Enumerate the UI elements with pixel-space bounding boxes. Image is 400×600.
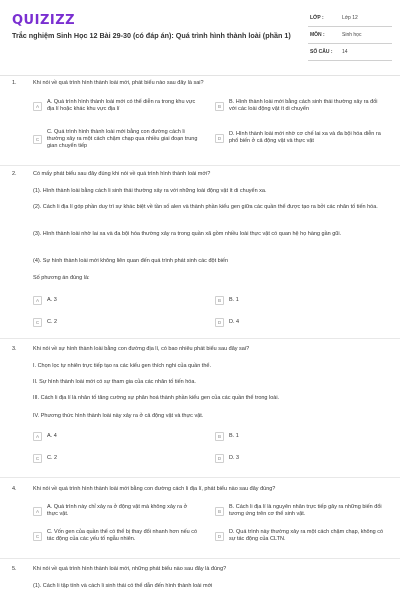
statement: IV. Phương thức hình thành loài này xảy ra ở cả động vật và thực vật.	[33, 413, 204, 419]
document-header	[0, 0, 400, 70]
option-d[interactable]	[215, 454, 239, 463]
meta-row-subject	[308, 27, 392, 44]
meta-value: Sinh học	[342, 32, 362, 38]
meta-label: LỚP :	[310, 15, 324, 21]
option-text: A. Quá trình hình thành loài mới có thể diễn ra trong khu vực địa lí hoặc khác khu vực địa lí	[47, 99, 196, 112]
meta-table	[308, 10, 392, 61]
question-divider	[0, 165, 400, 166]
option-c[interactable]	[33, 454, 57, 463]
option-letter: B	[215, 507, 224, 516]
question-number: 1.	[12, 80, 17, 86]
option-text: C. 2	[47, 319, 58, 325]
statement: (1). Hình thành loài bằng cách li sinh thái thường xảy ra với những loài động vật ít di chuyển xa.	[33, 188, 267, 194]
option-letter: A	[33, 296, 42, 305]
statement: (3). Hình thành loài nhờ lai xa và đa bội hóa thường xảy ra trong quần xã gồm nhiều loài thực vật có quan hệ họ hàng gần gũi.	[33, 231, 342, 237]
option-text: D. Quá trình này thường xảy ra một cách chậm chạp, không có sự tác động của CLTN.	[229, 529, 384, 542]
option-c[interactable]	[33, 129, 198, 150]
option-d[interactable]	[215, 529, 385, 543]
option-text: D. 3	[229, 455, 240, 461]
meta-value: Lớp 12	[342, 15, 358, 21]
option-b[interactable]	[215, 432, 239, 441]
meta-value: 14	[342, 49, 348, 55]
question-text: Có mấy phát biểu sau đây đúng khi nói về quá trình hình thành loài mới?	[33, 171, 211, 177]
question-number: 4.	[12, 486, 17, 492]
option-text: D. Hình thành loài mới nhờ cơ chế lai xa và đa bội hóa diễn ra phổ biến ở cả động vật và thực vật	[229, 131, 381, 144]
question-text: Khi nói về quá trình hình thành loài mới bằng con đường cách li địa lí, phát biểu nào sau đây đúng?	[33, 486, 276, 492]
question-number: 2.	[12, 171, 17, 177]
option-a[interactable]	[33, 296, 57, 305]
question-number: 3.	[12, 346, 17, 352]
option-text: A. 3	[47, 297, 57, 303]
option-b[interactable]	[215, 296, 239, 305]
statement: II. Sự hình thành loài mới có sự tham gia của các nhân tố tiến hóa.	[33, 379, 196, 385]
option-letter: D	[215, 134, 224, 143]
option-letter: A	[33, 507, 42, 516]
option-text: B. 1	[229, 433, 239, 439]
option-c[interactable]	[33, 529, 198, 543]
option-letter: A	[33, 102, 42, 111]
option-a[interactable]	[33, 432, 57, 441]
option-text: C. 2	[47, 455, 58, 461]
option-a[interactable]	[33, 504, 198, 518]
option-c[interactable]	[33, 318, 57, 327]
question-text: Khi nói về sự hình thành loài bằng con đường địa lí, có bao nhiêu phát biểu sau đây sai?	[33, 346, 250, 352]
option-d[interactable]	[215, 318, 239, 327]
option-d[interactable]	[215, 131, 385, 145]
option-text: C. Vốn gen của quần thể có thể bị thay đổi nhanh hơn nếu có tác động của các yếu tố ngẫu nhiên.	[47, 529, 198, 542]
meta-label: SỐ CÂU :	[310, 49, 333, 55]
question-3	[12, 346, 388, 476]
option-text: B. 1	[229, 297, 239, 303]
question-1	[12, 80, 388, 165]
header-divider	[0, 75, 400, 76]
statement: Số phương án đúng là:	[33, 275, 90, 281]
option-letter: D	[215, 318, 224, 327]
meta-row-class	[308, 10, 392, 27]
meta-row-count	[308, 44, 392, 61]
meta-label: MÔN :	[310, 32, 325, 38]
option-text: D. 4	[229, 319, 240, 325]
option-text: A. Quá trình này chỉ xảy ra ở động vật mà không xảy ra ở thực vật.	[47, 504, 188, 517]
option-letter: C	[33, 454, 42, 463]
option-b[interactable]	[215, 99, 385, 113]
question-4	[12, 486, 388, 556]
question-text: Khi nói về quá trình hình thành loài mới, những phát biểu nào sau đây là đúng?	[33, 566, 227, 572]
option-text: C. Quá trình hình thành loài mới bằng con đường cách li thường xảy ra một cách chậm chạp qua nhiều giai đoạn trung gian chuyển tiếp	[47, 129, 198, 149]
document-title: Trắc nghiệm Sinh Học 12 Bài 29-30 (có đáp án): Quá trình hình thành loài (phần 1)	[12, 31, 291, 40]
option-letter: B	[215, 102, 224, 111]
option-letter: D	[215, 454, 224, 463]
question-divider	[0, 338, 400, 339]
statement: (2). Cách li địa lí góp phần duy trì sự khác biệt về tần số alen và thành phần kiểu gen giữa các quần thể được tạo ra bởi các nhân tố tiến hóa.	[33, 204, 378, 210]
option-letter: A	[33, 432, 42, 441]
option-b[interactable]	[215, 504, 385, 518]
statement: (1). Cách li tập tính và cách li sinh thái có thể dẫn đến hình thành loài mới	[33, 583, 213, 589]
option-text: B. Hình thành loài mới bằng cách sinh thái thường xảy ra đối với các loài động vật ít di chuyển	[229, 99, 378, 112]
question-divider	[0, 477, 400, 478]
question-2	[12, 171, 388, 336]
statement: III. Cách li địa lí là nhân tố tăng cường sự phân hoá thành phần kiểu gen của các quần thể trong loài.	[33, 395, 280, 401]
option-letter: D	[215, 532, 224, 541]
option-letter: C	[33, 135, 42, 144]
option-a[interactable]	[33, 99, 198, 113]
option-letter: C	[33, 532, 42, 541]
question-divider	[0, 558, 400, 559]
statement: (4). Sự hình thành loài mới không liên quan đến quá trình phát sinh các đột biến	[33, 258, 229, 264]
question-text: Khi nói về quá trình hình thành loài mới, phát biểu nào sau đây là sai?	[33, 80, 204, 86]
quizizz-logo: QUIZIZZ	[12, 13, 76, 28]
option-text: B. Cách li địa lí là nguyên nhân trực tiếp gây ra những biến đổi tương ứng trên cơ thể sinh vật.	[229, 504, 382, 517]
option-letter: B	[215, 296, 224, 305]
question-number: 5.	[12, 566, 17, 572]
option-text: A. 4	[47, 433, 57, 439]
option-letter: C	[33, 318, 42, 327]
option-letter: B	[215, 432, 224, 441]
question-5	[12, 566, 388, 598]
statement: I. Chọn lọc tự nhiên trực tiếp tạo ra các kiểu gen thích nghi của quần thể.	[33, 363, 211, 369]
